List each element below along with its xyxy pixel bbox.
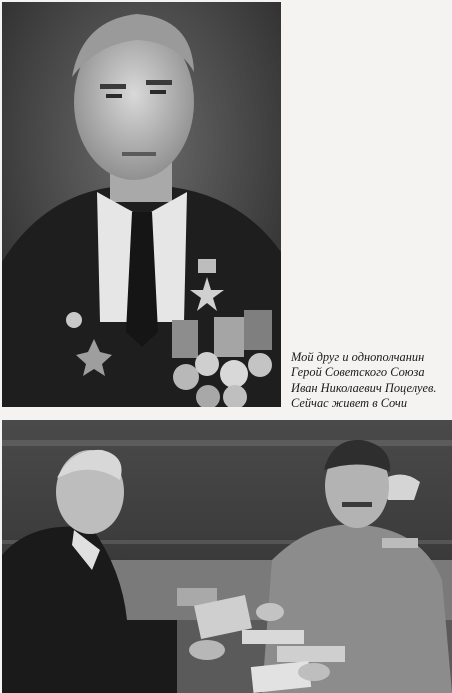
meeting-photo [2,420,452,693]
photo-caption [291,350,451,412]
caption-line: Иван Николаевич Поцелуев. [291,380,437,395]
portrait-photo [2,2,281,407]
caption-line: Герой Советского Союза [291,365,425,380]
caption-line: Сейчас живет в Сочи [291,396,408,411]
meeting-image [2,420,452,693]
portrait-image [2,2,281,407]
caption-line: Мой друг и однополчанин [291,350,425,364]
